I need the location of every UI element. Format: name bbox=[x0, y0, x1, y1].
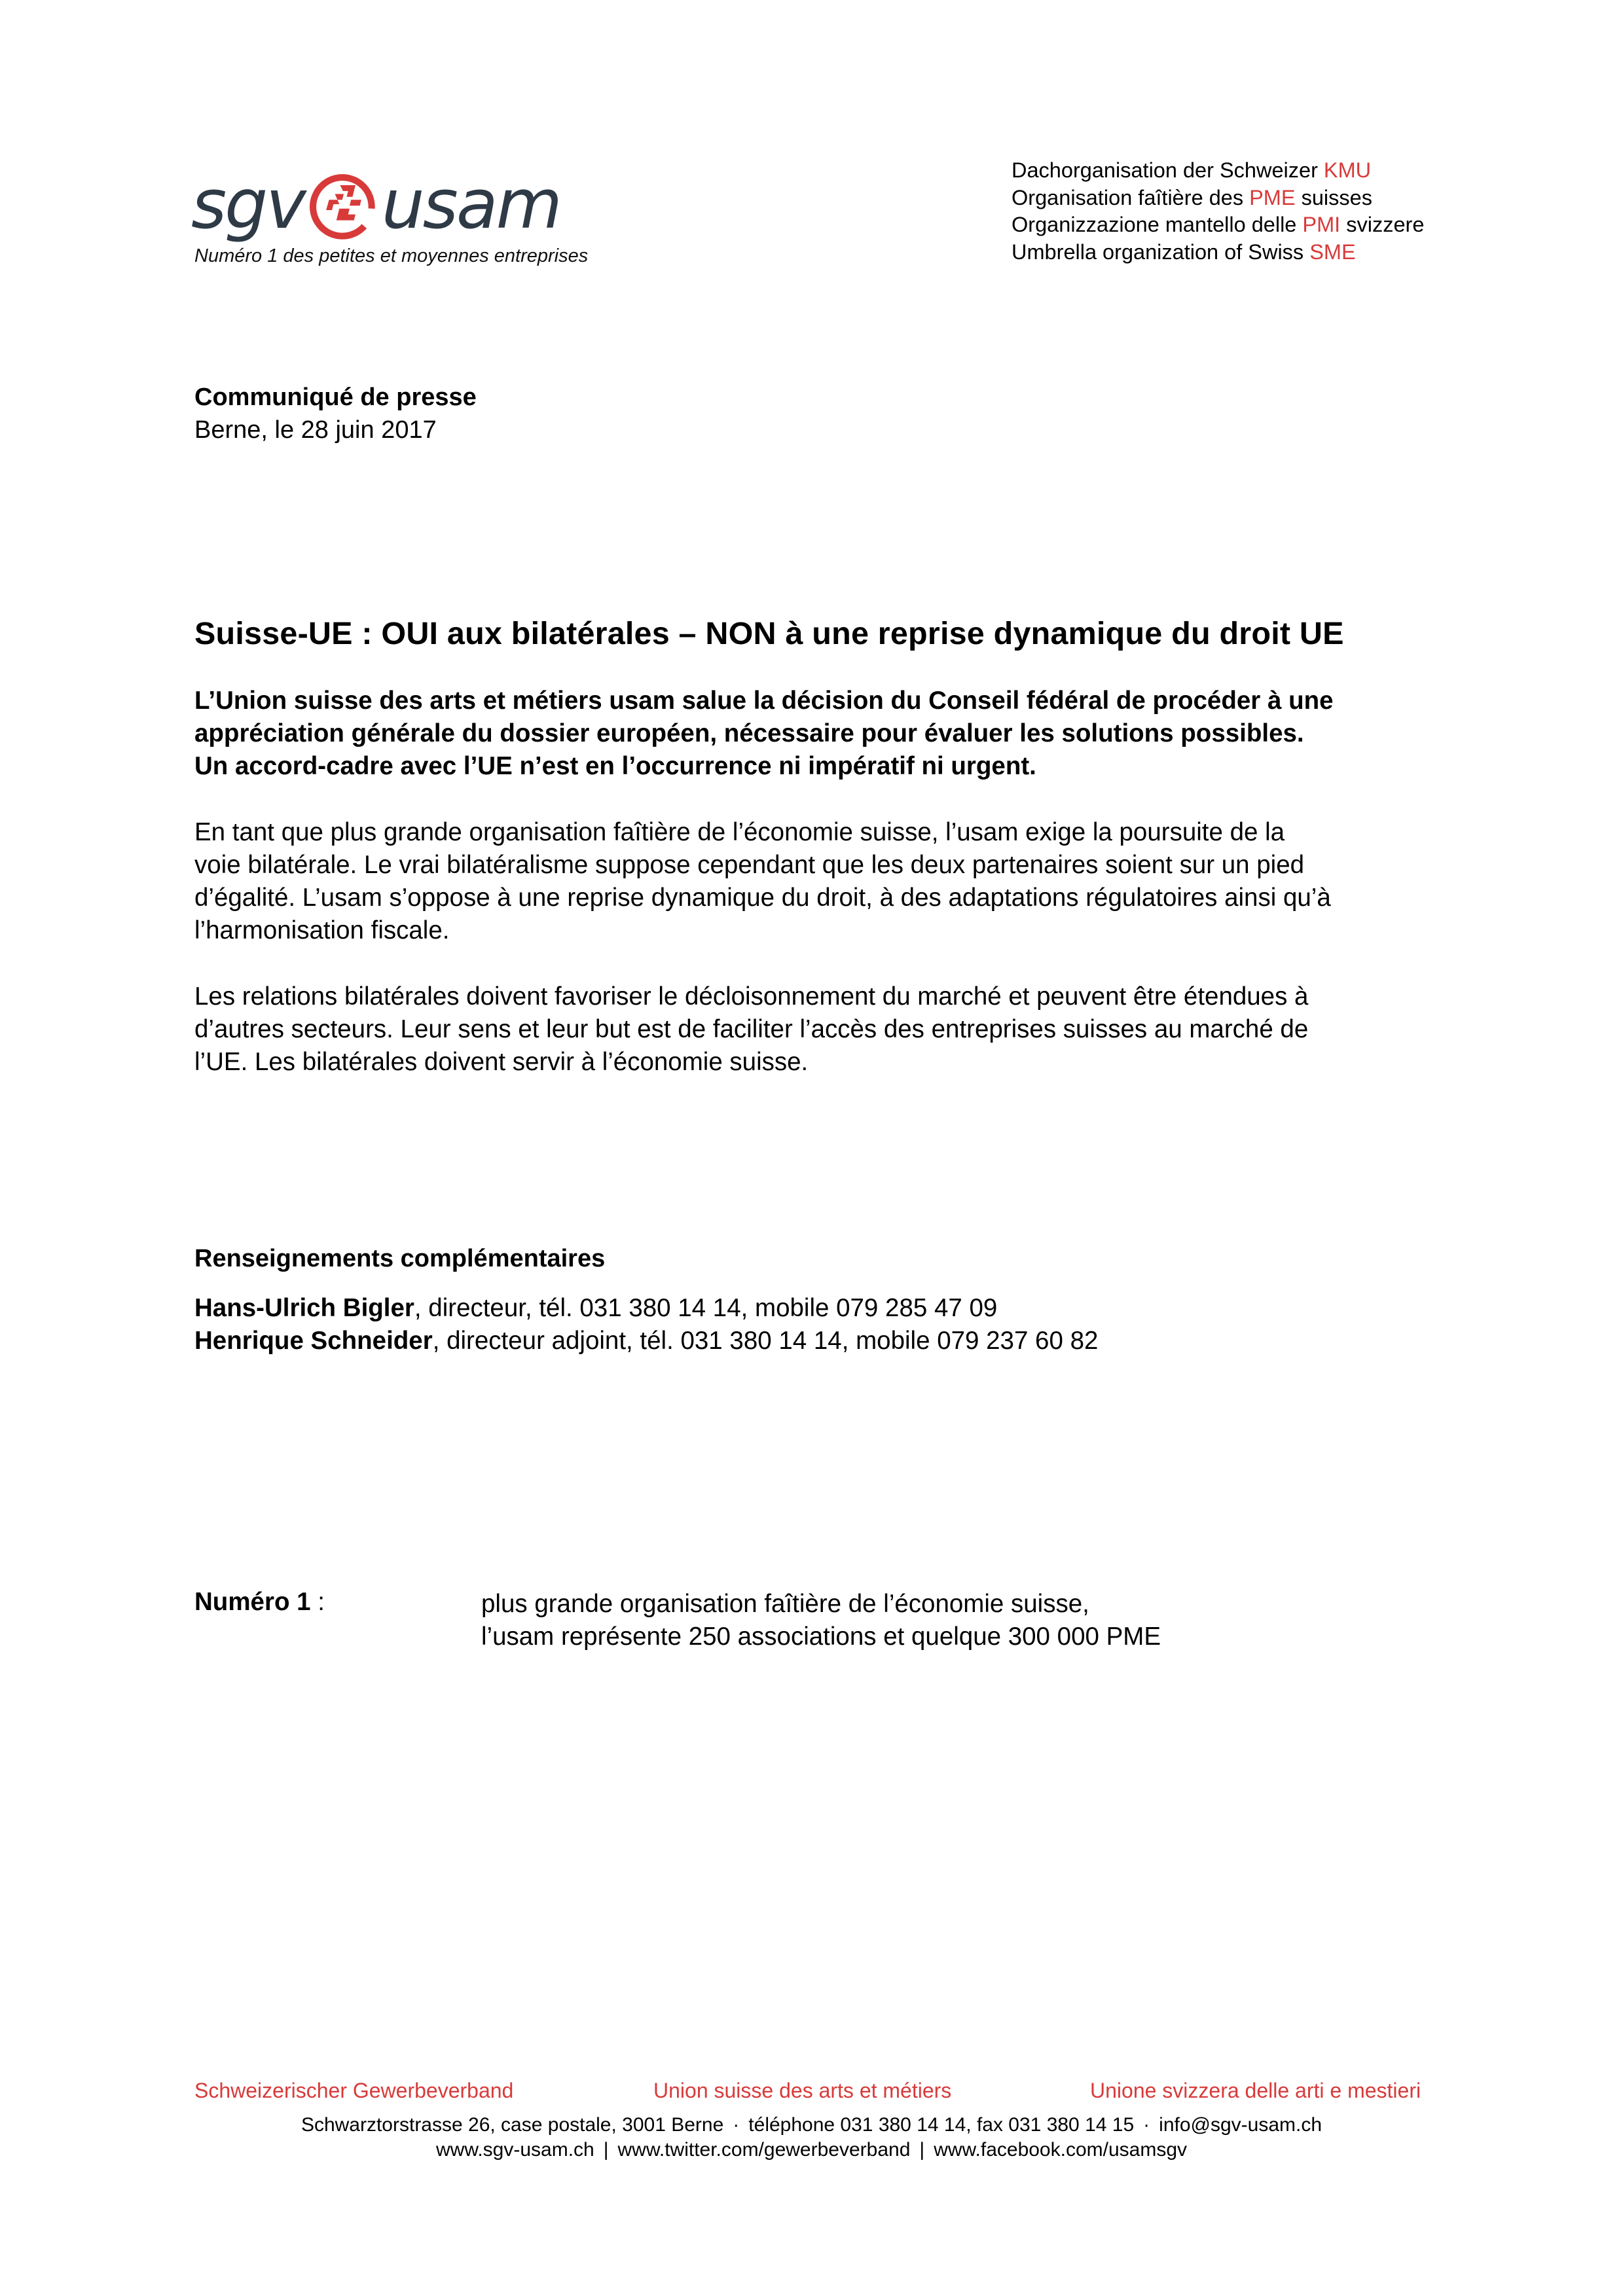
body-paragraph-1 bbox=[194, 816, 1331, 947]
org-highlight: PME bbox=[1249, 185, 1296, 209]
document-title: Suisse-UE : OUI aux bilatérales – NON à une reprise dynamique du droit UE bbox=[194, 616, 1344, 651]
twitter-link[interactable]: www.twitter.com/gewerbeverband bbox=[617, 2139, 911, 2161]
footer-name-it: Unione svizzera delle arti e mestieri bbox=[1090, 2079, 1421, 2102]
paragraph-line: Les relations bilatérales doivent favoriser le décloisonnement du marché et peuvent être étendues à bbox=[194, 982, 1309, 1011]
contact-name: Henrique Schneider bbox=[194, 1327, 433, 1355]
footer-address: Schwarztorstrasse 26, case postale, 3001 Berne bbox=[301, 2114, 724, 2136]
org-line-it: Organizzazione mantello delle PMI svizzere bbox=[1012, 213, 1425, 236]
website-link[interactable]: www.sgv-usam.ch bbox=[435, 2139, 594, 2161]
logo-text-usam: usam bbox=[381, 164, 560, 244]
paragraph-line: En tant que plus grande organisation faîtière de l’économie suisse, l’usam exige la poursuite de la bbox=[194, 818, 1285, 846]
contacts-list bbox=[194, 1292, 1098, 1357]
paragraph-line: voie bilatérale. Le vrai bilatéralisme suppose cependant que les deux partenaires soient sur un pied bbox=[194, 851, 1305, 879]
pipe-separator: | bbox=[603, 2139, 609, 2161]
org-line-en: Umbrella organization of Swiss SME bbox=[1012, 240, 1356, 264]
swiss-cross-at-icon bbox=[307, 168, 380, 241]
footer-address-line bbox=[0, 2114, 1623, 2136]
org-highlight: SME bbox=[1309, 240, 1356, 264]
lead-line: Un accord-cadre avec l’UE n’est en l’occurrence ni impératif ni urgent. bbox=[194, 752, 1036, 780]
contact-name: Hans-Ulrich Bigler bbox=[194, 1294, 414, 1322]
footer-email-link[interactable]: info@sgv-usam.ch bbox=[1159, 2114, 1322, 2136]
press-release-date: Berne, le 28 juin 2017 bbox=[194, 416, 437, 444]
dot-separator: · bbox=[1143, 2114, 1150, 2136]
footer-links-line bbox=[0, 2139, 1623, 2161]
paragraph-line: d’autres secteurs. Leur sens et leur but est de faciliter l’accès des entreprises suisses au marché de bbox=[194, 1015, 1309, 1043]
paragraph-line: l’UE. Les bilatérales doivent servir à l’économie suisse. bbox=[194, 1048, 809, 1076]
footer-name-fr: Union suisse des arts et métiers bbox=[653, 2079, 952, 2102]
contact-item bbox=[194, 1292, 1098, 1325]
sgv-usam-logo bbox=[191, 165, 560, 243]
contact-item bbox=[194, 1325, 1098, 1357]
facebook-link[interactable]: www.facebook.com/usamsgv bbox=[934, 2139, 1188, 2161]
press-release-label: Communiqué de presse bbox=[194, 384, 477, 411]
lead-paragraph bbox=[194, 685, 1334, 783]
footer-phone: téléphone 031 380 14 14, fax 031 380 14 15 bbox=[748, 2114, 1135, 2136]
contacts-heading: Renseignements complémentaires bbox=[194, 1245, 606, 1272]
org-line-de: Dachorganisation der Schweizer KMU bbox=[1012, 158, 1372, 182]
footer-name-de: Schweizerischer Gewerbeverband bbox=[194, 2079, 514, 2102]
logo-text-sgv: sgv bbox=[191, 164, 304, 244]
paragraph-line: d’égalité. L’usam s’oppose à une reprise dynamique du droit, à des adaptations régulatoires ainsi qu’à bbox=[194, 884, 1331, 912]
pipe-separator: | bbox=[919, 2139, 925, 2161]
lead-line: L’Union suisse des arts et métiers usam salue la décision du Conseil fédéral de procéder à une bbox=[194, 687, 1334, 715]
organization-descriptions bbox=[1012, 157, 1424, 266]
org-line-fr: Organisation faîtière des PME suisses bbox=[1012, 185, 1372, 209]
org-highlight: PMI bbox=[1302, 213, 1341, 236]
paragraph-line: l’harmonisation fiscale. bbox=[194, 916, 450, 944]
dot-separator: · bbox=[733, 2114, 740, 2136]
contact-details: , directeur, tél. 031 380 14 14, mobile 079 285 47 09 bbox=[414, 1294, 998, 1322]
lead-line: appréciation générale du dossier européen, nécessaire pour évaluer les solutions possibles. bbox=[194, 719, 1304, 747]
numero-description bbox=[481, 1588, 1161, 1653]
numero-label: Numéro 1 : bbox=[194, 1588, 325, 1616]
numero-line: l’usam représente 250 associations et quelque 300 000 PME bbox=[481, 1623, 1161, 1651]
org-highlight: KMU bbox=[1323, 158, 1372, 182]
numero-line: plus grande organisation faîtière de l’économie suisse, bbox=[481, 1590, 1089, 1618]
body-paragraph-2 bbox=[194, 980, 1308, 1079]
logo-tagline: Numéro 1 des petites et moyennes entreprises bbox=[194, 245, 589, 266]
contact-details: , directeur adjoint, tél. 031 380 14 14, mobile 079 237 60 82 bbox=[432, 1327, 1099, 1355]
